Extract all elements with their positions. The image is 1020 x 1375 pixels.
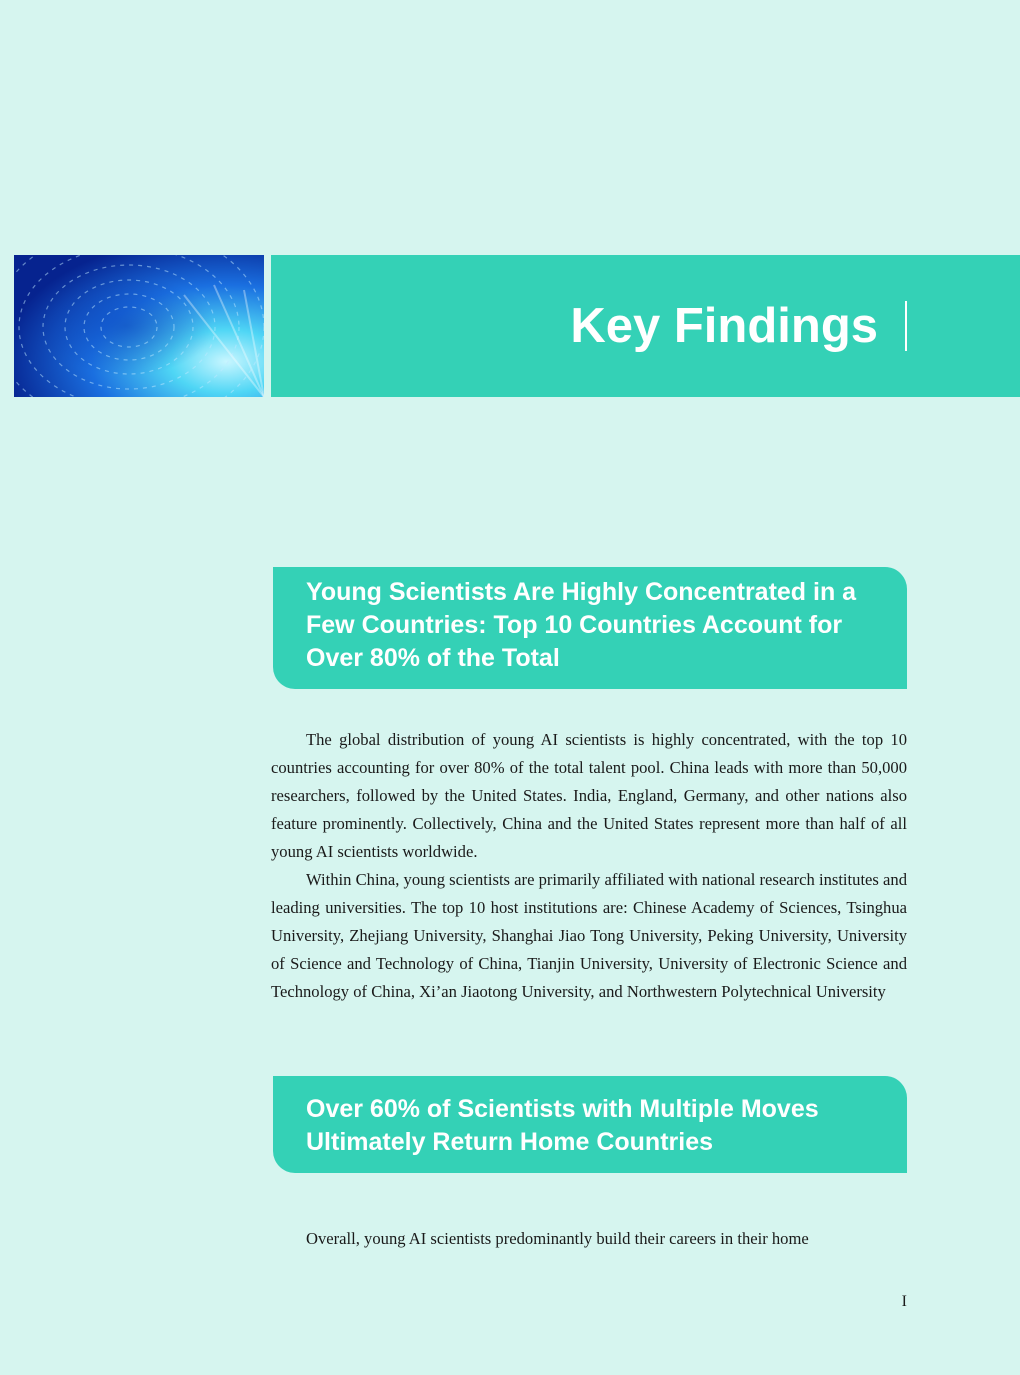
page-title: Key Findings — [570, 299, 878, 353]
fish-school-photo — [14, 255, 264, 397]
page-number: I — [901, 1293, 907, 1310]
title-divider — [905, 301, 907, 351]
section-title: Over 60% of Scientists with Multiple Moves Ultimately Return Home Countries — [306, 1095, 819, 1156]
section-body — [271, 1225, 907, 1253]
paragraph: Within China, young scientists are primarily affiliated with national research institutes and leading universities. The top 10 host institutions are: Chinese Academy of Sciences, Tsinghua University, Zhejiang University, Shanghai Jiao Tong University, Peking University, University of Science and Technology of China, Tianjin University, University of Electronic Science and Technology of China, Xi’an Jiaotong University, and Northwestern Polytechnical University — [271, 870, 907, 1001]
section-heading-box — [273, 567, 907, 689]
paragraph: Overall, young AI scientists predominantly build their careers in their home — [306, 1229, 809, 1248]
paragraph: The global distribution of young AI scientists is highly concentrated, with the top 10 countries accounting for over 80% of the total talent pool. China leads with more than 50,000 researchers, followed by the United States. India, England, Germany, and other nations also feature prominently. Collectively, China and the United States represent more than half of all young AI scientists worldwide. — [271, 730, 907, 861]
section-title: Young Scientists Are Highly Concentrated in a Few Countries: Top 10 Countries Account for Over 80% of the Total — [306, 578, 857, 672]
section-heading-box — [273, 1076, 907, 1173]
section-body — [271, 726, 907, 1006]
